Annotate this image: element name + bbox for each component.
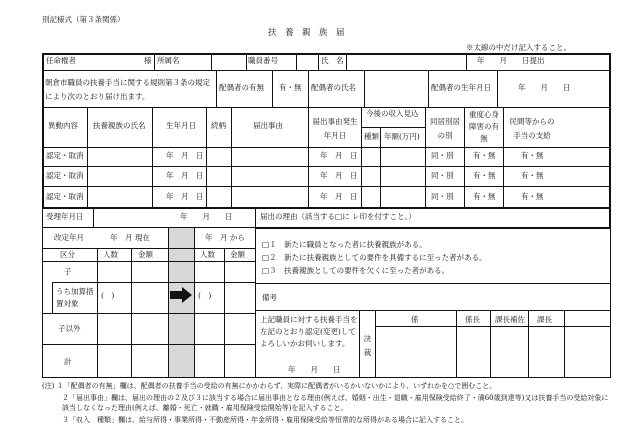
col-income-outlook: 今後の収入見込 bbox=[366, 109, 419, 118]
name-label: 氏 名 bbox=[321, 56, 344, 65]
approver-chief: 係長 bbox=[465, 315, 480, 324]
form-title: 扶 養 親 族 届 bbox=[268, 28, 345, 38]
revision-label: 改定年月 bbox=[54, 233, 84, 242]
spouse-birthdate-label: 配偶者の生年月日 bbox=[431, 83, 491, 92]
spouse-presence-label: 配偶者の有無 bbox=[219, 83, 264, 92]
row-birthdate[interactable]: 年 月 日 bbox=[166, 192, 204, 201]
col-disability: 重度心身障害の有無 bbox=[469, 110, 499, 143]
row-private-allowance[interactable]: 有・無 bbox=[521, 192, 544, 201]
spouse-presence-value: 有・無 bbox=[279, 83, 302, 92]
row-private-allowance[interactable]: 有・無 bbox=[521, 151, 544, 160]
as-of-date: 年 月 現在 bbox=[110, 233, 150, 242]
total-label: 計 bbox=[64, 357, 72, 366]
reason-box-title: 届出の理由（該当する□に レ印を付すこと。） bbox=[260, 212, 416, 221]
addition-count-left: ( ) bbox=[101, 291, 115, 300]
row-occurrence-date[interactable]: 年 月 日 bbox=[320, 151, 358, 160]
receipt-date-value: 年 月 日 bbox=[180, 212, 233, 221]
row-disability[interactable]: 有・無 bbox=[473, 192, 496, 201]
regulation-statement: 朝倉市職員の扶養手当に関する規則第３条の規定により次のとおり届け出ます。 bbox=[45, 78, 210, 101]
row-disability[interactable]: 有・無 bbox=[473, 151, 496, 160]
row-change-type[interactable]: 認定・取消 bbox=[46, 171, 84, 180]
row-occurrence-date[interactable]: 年 月 日 bbox=[320, 171, 358, 180]
receipt-date-label: 受理年月日 bbox=[46, 212, 84, 221]
col-annual-income: 年額(万円) bbox=[384, 132, 420, 141]
reason-option-1[interactable]: □１ 新たに職員となった者に扶養親族がある。 bbox=[262, 240, 427, 249]
appointing-authority-label: 任命権者 bbox=[46, 56, 76, 65]
amount-header-left: 金額 bbox=[138, 250, 153, 259]
col-birthdate: 生年月日 bbox=[166, 121, 196, 130]
remarks-label: 備考 bbox=[262, 293, 277, 302]
col-income-type: 種類 bbox=[364, 132, 379, 141]
honorific: 様 bbox=[144, 56, 152, 65]
note-2: ２「届出事由」欄は、届出の理由の２及び３に該当する場合に届出事由となる理由(例えば、婚姻・出生・退職・雇用保険受給終了・満60歳到達等)又は扶養手当の受給対象に該当しなくなった理由(例えば、離婚・死亡・就職・雇用保険受給開始等)を記入すること。 bbox=[62, 394, 609, 412]
addition-count-right: ( ) bbox=[198, 291, 212, 300]
row-cohabitation[interactable]: 同・別 bbox=[431, 151, 454, 160]
amount-header-right: 金額 bbox=[230, 250, 245, 259]
submission-date: 年 月 日提出 bbox=[477, 56, 545, 65]
row-birthdate[interactable]: 年 月 日 bbox=[166, 171, 204, 180]
approver-manager: 課長 bbox=[537, 315, 552, 324]
note-1: (注) １「配偶者の有無」欄は、配偶者の扶養手当の受給の有無にかかわらず、実際に配偶者がいるかいないかにより、いずれかを○で囲むこと。 bbox=[42, 382, 497, 390]
approval-date: 年 月 日 bbox=[288, 365, 341, 374]
row-cohabitation[interactable]: 同・別 bbox=[431, 192, 454, 201]
col-private-allowance: 民間等からの手当の支給 bbox=[509, 117, 555, 140]
count-header-left: 人数 bbox=[103, 250, 118, 259]
row-private-allowance[interactable]: 有・無 bbox=[521, 171, 544, 180]
reason-option-3[interactable]: □３ 扶養親族としての要件を欠くに至った者がある。 bbox=[262, 266, 450, 275]
section-label: 所属名 bbox=[157, 56, 180, 65]
col-dependent-name: 扶養親族の氏名 bbox=[93, 121, 146, 130]
col-change-type: 異動内容 bbox=[48, 121, 78, 130]
row-birthdate[interactable]: 年 月 日 bbox=[166, 151, 204, 160]
row-cohabitation[interactable]: 同・別 bbox=[431, 171, 454, 180]
from-date: 年 月 から bbox=[205, 233, 245, 242]
addition-target-label: うち加算措置対象 bbox=[56, 287, 94, 308]
non-child-label: 子以外 bbox=[58, 324, 81, 333]
count-header-right: 人数 bbox=[200, 250, 215, 259]
form-reference: 別記様式（第３条関係） bbox=[42, 15, 125, 24]
instruction-note: ※太線の中だけ記入すること。 bbox=[466, 43, 571, 52]
approval-statement: 上記職員に対する扶養手当を左記のとおり認定(変更)してよろしいかお伺いします。 bbox=[260, 315, 358, 348]
col-relation: 続柄 bbox=[211, 121, 226, 130]
col-cohabitation: 同居別居の別 bbox=[430, 117, 460, 140]
approver-deputy: 課長補佐 bbox=[495, 315, 525, 324]
approver-staff: 係 bbox=[411, 315, 419, 324]
row-occurrence-date[interactable]: 年 月 日 bbox=[320, 192, 358, 201]
arrow-right-icon bbox=[170, 287, 192, 303]
decision-label: 決裁 bbox=[363, 334, 372, 357]
category-label: 区分 bbox=[60, 250, 75, 259]
note-3: ３「収入 種類」欄は、給与所得・事業所得・不動産所得・年金所得・雇用保険受給等恒常的な所得がある場合に記入すること。 bbox=[62, 416, 468, 424]
row-disability[interactable]: 有・無 bbox=[473, 171, 496, 180]
reason-option-2[interactable]: □２ 新たに扶養親族としての要件を具備するに至った者がある。 bbox=[262, 253, 487, 262]
col-reason: 届出事由 bbox=[253, 121, 283, 130]
spouse-name-label: 配偶者の氏名 bbox=[311, 83, 356, 92]
staff-number-label: 職員番号 bbox=[248, 56, 278, 65]
row-change-type[interactable]: 認定・取消 bbox=[46, 192, 84, 201]
spouse-birthdate-value: 年 月 日 bbox=[518, 83, 571, 92]
child-label: 子 bbox=[64, 267, 72, 276]
row-change-type[interactable]: 認定・取消 bbox=[46, 151, 84, 160]
col-occurrence-date: 届出事由発生年月日 bbox=[312, 117, 358, 140]
